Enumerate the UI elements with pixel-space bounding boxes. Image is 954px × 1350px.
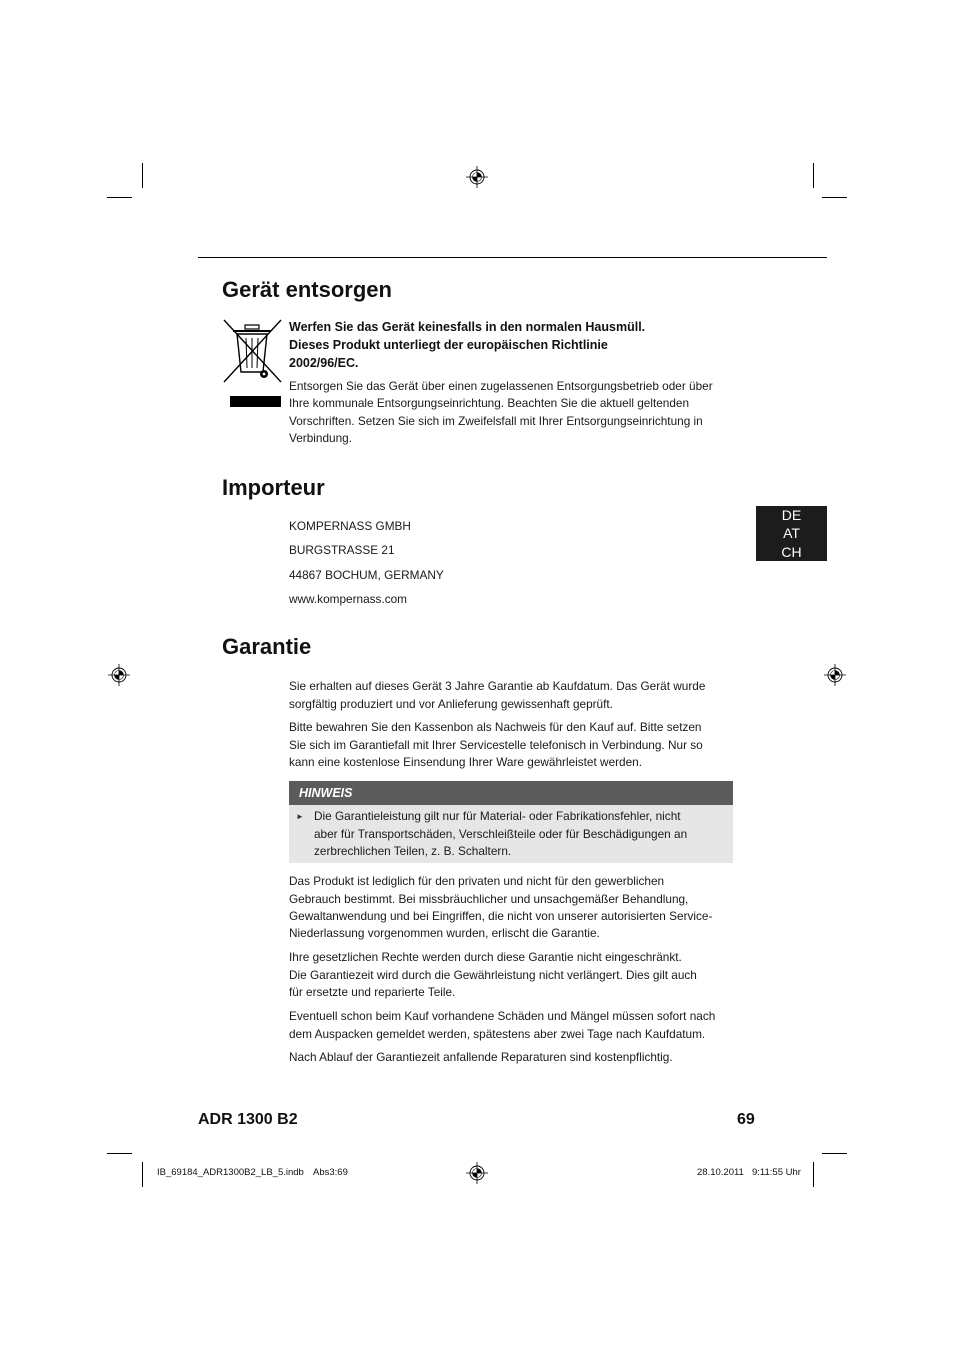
warranty-paragraph	[289, 678, 705, 713]
paragraph-line: dem Auspacken gemeldet werden, spätestens aber zwei Tage nach Kaufdatum.	[289, 1026, 706, 1041]
paragraph-line: kann eine kostenlose Einsendung Ihrer Ware gewährleistet werden.	[289, 754, 643, 769]
warranty-paragraph	[289, 1008, 715, 1043]
disposal-warning	[289, 318, 645, 372]
disposal-warning-line: 2002/96/EC.	[289, 356, 359, 370]
paragraph-line: Bitte bewahren Sie den Kassenbon als Nachweis für den Kauf auf. Bitte setzen	[289, 720, 702, 735]
paragraph-line: sorgfältig produziert und vor Anlieferung gewissenhaft geprüft.	[289, 696, 613, 711]
paragraph-line: Entsorgen Sie das Gerät über einen zugelassenen Entsorgungsbetrieb oder über	[289, 379, 713, 393]
weee-bar	[230, 396, 281, 407]
note-line: aber für Transportschäden, Verschleißteile oder für Beschädigungen an	[314, 826, 688, 841]
registration-mark-icon	[108, 664, 130, 686]
crop-mark-bottom-left-horizontal	[107, 1153, 132, 1154]
note-line: zerbrechlichen Teilen, z. B. Schaltern.	[314, 844, 512, 859]
language-code-ch: CH	[781, 543, 802, 560]
paragraph-line: Verbindung.	[289, 430, 352, 445]
section-heading-importer: Importeur	[222, 475, 325, 500]
paragraph-line: Sie sich im Garantiefall mit Ihrer Servicestelle telefonisch in Verbindung. Nur so	[289, 737, 703, 752]
footer-model: ADR 1300 B2	[198, 1111, 298, 1128]
registration-mark-icon	[466, 166, 488, 188]
importer-address	[289, 514, 444, 612]
slug-time: 9:11:55 Uhr	[752, 1167, 801, 1178]
paragraph-line: Gebrauch bestimmt. Bei missbräuchlicher und unsachgemäßer Behandlung,	[289, 891, 689, 906]
importer-street: BURGSTRASSE 21	[289, 543, 395, 558]
importer-company: KOMPERNASS GMBH	[289, 518, 411, 533]
crop-mark-bottom-right-horizontal	[822, 1153, 847, 1154]
crop-mark-top-right-horizontal	[822, 197, 847, 198]
importer-city: 44867 BOCHUM, GERMANY	[289, 567, 444, 582]
language-code-de: DE	[781, 506, 802, 523]
bullet-arrow-icon: ►	[296, 812, 304, 821]
warranty-paragraph	[289, 949, 697, 1002]
paragraph-line: Eventuell schon beim Kauf vorhandene Schäden und Mängel müssen sofort nach	[289, 1009, 716, 1024]
paragraph-line: Das Produkt ist lediglich für den privaten und nicht für den gewerblichen	[289, 874, 665, 889]
paragraph-line: Vorschriften. Setzen Sie sich im Zweifelsfall mit Ihrer Entsorgungseinrichtung in	[289, 413, 703, 428]
paragraph-line: Nach Ablauf der Garantiezeit anfallende Reparaturen sind kostenpflichtig.	[289, 1050, 673, 1065]
registration-mark-icon	[466, 1162, 488, 1184]
disposal-paragraph	[289, 378, 713, 447]
disposal-warning-line: Werfen Sie das Gerät keinesfalls in den normalen Hausmüll.	[289, 320, 646, 334]
header-rule	[198, 257, 827, 258]
slug-section: Abs3:69	[313, 1167, 348, 1178]
language-tab	[756, 506, 827, 561]
crossed-out-wheelie-bin-icon	[221, 318, 283, 384]
note-header	[289, 781, 733, 805]
note-text	[314, 808, 687, 861]
note-title: HINWEIS	[299, 786, 353, 800]
importer-website: www.kompernass.com	[289, 592, 408, 607]
warranty-paragraph	[289, 719, 703, 771]
paragraph-line: Niederlassung vorgenommen wurden, erlischt die Garantie.	[289, 926, 600, 941]
slug-date: 28.10.2011	[697, 1167, 744, 1178]
warranty-paragraph	[289, 1049, 673, 1066]
disposal-warning-line: Dieses Produkt unterliegt der europäischen Richtlinie	[289, 338, 608, 352]
note-line: Die Garantieleistung gilt nur für Material- oder Fabrikationsfehler, nicht	[314, 809, 681, 824]
paragraph-line: Gewaltanwendung und bei Eingriffen, die nicht von unserer autorisierten Service-	[289, 908, 713, 923]
paragraph-line: Ihre gesetzlichen Rechte werden durch diese Garantie nicht eingeschränkt.	[289, 950, 682, 965]
section-heading-warranty: Garantie	[222, 634, 312, 659]
crop-mark-bottom-left-vertical	[142, 1162, 143, 1187]
crop-mark-top-left-vertical	[142, 163, 143, 188]
crop-mark-bottom-right-vertical	[813, 1162, 814, 1187]
paragraph-line: Ihre kommunale Entsorgungseinrichtung. Beachten Sie die aktuell geltenden	[289, 396, 690, 411]
crop-mark-top-left-horizontal	[107, 197, 132, 198]
registration-mark-icon	[824, 664, 846, 686]
paragraph-line: Die Garantiezeit wird durch die Gewährleistung nicht verlängert. Dies gilt auch	[289, 967, 697, 982]
slug-file: IB_69184_ADR1300B2_LB_5.indb	[157, 1167, 304, 1178]
section-heading-disposal: Gerät entsorgen	[222, 277, 392, 302]
paragraph-line: für ersetzte und reparierte Teile.	[289, 985, 456, 1000]
page-number: 69	[737, 1111, 755, 1128]
crop-mark-top-right-vertical	[813, 163, 814, 188]
warranty-paragraph	[289, 873, 712, 942]
paragraph-line: Sie erhalten auf dieses Gerät 3 Jahre Garantie ab Kaufdatum. Das Gerät wurde	[289, 679, 706, 694]
language-code-at: AT	[783, 525, 800, 541]
